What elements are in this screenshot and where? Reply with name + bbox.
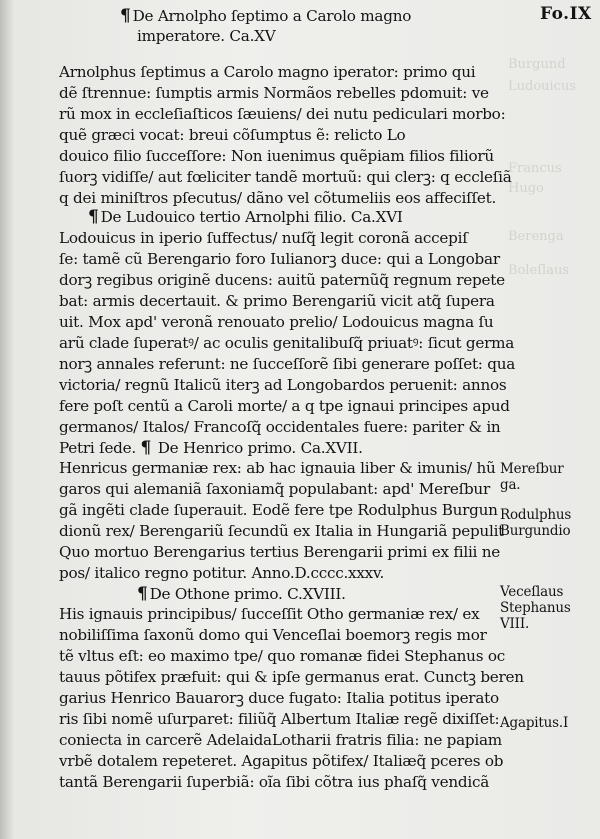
line-text: dionũ rex/ Berengariũ ſecundũ ex Italia in Hungariã pepulit <box>59 522 505 540</box>
line-text: imperatore. Ca.XV <box>137 27 276 45</box>
folio-number: Fo.IX <box>540 4 592 24</box>
text-line <box>59 709 499 729</box>
line-text: nobiliſſima ſaxonũ domo qui Venceſlai boemorꝫ regis mor <box>59 626 487 644</box>
text-line <box>59 333 514 353</box>
margin-note-line: Veceſlaus <box>500 584 564 600</box>
line-text: De Ludouico tertio Arnolphi filio. Ca.XVI <box>100 208 403 226</box>
line-text: douico filio ſucceſſore: Non iuenimus quẽpiam filios filiorũ <box>59 147 494 165</box>
line-text: victoria/ regnũ Italicũ iterꝫ ad Longobardos peruenit: annos <box>59 376 507 394</box>
text-line <box>59 479 490 499</box>
text-line <box>59 188 496 208</box>
text-line <box>59 500 498 520</box>
text-line <box>59 354 515 374</box>
ghost-margin-note: Burgund <box>508 57 566 72</box>
text-line <box>59 125 405 145</box>
margin-note-line: Rodulphus <box>500 507 572 523</box>
line-text: arũ clade ſuperatꝰ/ ac oculis genitalibuſq̃ priuatꝰ: ſicut germa <box>59 334 515 352</box>
margin-note-line: ga. <box>500 477 521 493</box>
line-text: De Arnolpho ſeptimo a Carolo magno <box>132 7 412 25</box>
heading-text: De Henrico primo. Ca.XVII. <box>153 439 363 457</box>
margin-note-line: Stephanus <box>500 600 571 616</box>
text-line <box>59 521 504 541</box>
line-text: Henricus germaniæ rex: ab hac ignauia liber & imunis/ hũ <box>59 459 496 477</box>
page-edge-shadow <box>0 0 14 839</box>
pilcrow-mark: ¶ <box>137 584 148 604</box>
line-text: bat: armis decertauit. & primo Berengariũ vicit atq̃ ſupera <box>59 292 495 310</box>
ghost-margin-note: Boleſlaus <box>508 263 569 278</box>
line-text: De Othone primo. C.XVIII. <box>149 585 346 603</box>
margin-note-line: Agapitus.I <box>500 715 569 731</box>
text-line <box>59 563 384 583</box>
chapter-heading <box>88 207 403 227</box>
line-text: Quo mortuo Berengarius tertius Berengarii primi ex filii ne <box>59 543 501 561</box>
text-line <box>59 688 499 708</box>
margin-note-line: Burgundio <box>500 523 571 539</box>
text-line <box>59 270 505 290</box>
text-line <box>59 542 500 562</box>
pilcrow-mark: ¶ <box>88 207 99 227</box>
text-line <box>59 249 500 269</box>
text-line <box>59 146 494 166</box>
pilcrow-mark: ¶ <box>140 438 152 458</box>
line-text: uit. Mox apd' veronã renouato prelio/ Lodouicus magna ſu <box>59 313 494 331</box>
ghost-margin-note: Berenga <box>508 229 564 244</box>
line-text: rũ mox in eccleſiaſticos ſæuiens/ dei nutu pediculari morbo: <box>59 105 506 123</box>
line-text: ſe: tamẽ cũ Berengario foro Iulianorꝫ duce: qui a Longobar <box>59 250 500 268</box>
line-text: quẽ græci vocat: breui cõſumptus ẽ: relicto Lo <box>59 126 406 144</box>
chapter-heading <box>137 584 346 604</box>
text-line <box>59 604 479 624</box>
line-text: His ignauis principibus/ ſucceſſit Otho germaniæ rex/ ex <box>59 605 480 623</box>
line-text: ris ſibi nomẽ uſurparet: filiũq̃ Albertum Italiæ regẽ dixiſſet: <box>59 710 500 728</box>
line-text: garos qui alemaniã ſaxoniamq̃ populabant: apd' Mereſbur <box>59 480 490 498</box>
line-text: tẽ vltus eſt: eo maximo tpe/ quo romanæ fidei Stephanus oc <box>59 647 505 665</box>
text-line <box>59 458 496 478</box>
text-line <box>59 396 510 416</box>
line-text: Arnolphus ſeptimus a Carolo magno iperator: primo qui <box>59 63 476 81</box>
line-text: germanos/ Italos/ Francoſq̃ occidentales fuere: pariter & in <box>59 418 501 436</box>
line-text: dẽ ſtrennue: ſumptis armis Normãos rebelles pdomuit: ve <box>59 84 489 102</box>
line-text: Lodouicus in iperio ſuffectus/ nuſq̃ legit coronã accepiſ <box>59 229 468 247</box>
text-line <box>59 751 503 771</box>
chapter-heading <box>120 6 411 26</box>
text-line <box>59 646 505 666</box>
line-text: gã ingẽti clade ſuperauit. Eodẽ fere tpe Rodulphus Burgun <box>59 501 498 519</box>
line-ending: Petri ſede. <box>59 439 141 457</box>
text-line <box>59 667 524 687</box>
line-text: vrbẽ dotalem repeteret. Agapitus põtifex/ Italiæq̃ pceres ob <box>59 752 504 770</box>
line-text: norꝫ annales referunt: ne ſucceſſorẽ ſibi generare poſſet: qua <box>59 355 516 373</box>
margin-note-line: Mereſbur <box>500 461 564 477</box>
text-line <box>59 104 505 124</box>
text-line <box>59 291 495 311</box>
line-text: tauus põtifex præfuit: qui & ipſe germanus erat. Cunctꝫ beren <box>59 668 524 686</box>
text-line <box>59 83 489 103</box>
pilcrow-mark: ¶ <box>120 6 131 26</box>
text-line <box>59 312 493 332</box>
line-text: dorꝫ regibus originẽ ducens: auitũ paternũq̃ regnum repete <box>59 271 505 289</box>
ghost-margin-note: Francus <box>508 161 562 176</box>
chapter-heading <box>137 26 275 46</box>
ghost-margin-note: Ludouicus <box>508 79 577 94</box>
text-line <box>59 62 475 82</box>
line-text: ſuorꝫ vidiſſe/ aut fœliciter tandẽ mortuũ: qui clerꝫ: q eccleſiã <box>59 168 512 186</box>
text-line <box>59 625 487 645</box>
line-text: garius Henrico Bauarorꝫ duce fugato: Italia potitus iperato <box>59 689 499 707</box>
line-text: tantã Berengarii ſuperbiã: oĩa ſibi cõtra ius phaſq̃ vendicã <box>59 773 490 791</box>
line-text: pos/ italico regno potitur. Anno.D.cccc.xxxv. <box>59 564 385 582</box>
text-line <box>59 375 506 395</box>
line-text: coniecta in carcerẽ AdelaidaLotharii fratris filia: ne papiam <box>59 731 502 749</box>
chapter-heading <box>59 438 363 458</box>
text-line <box>59 228 468 248</box>
margin-note-line: VIII. <box>500 616 530 632</box>
line-text: q dei miniſtros pſecutus/ dãno vel cõtumeliis eos affeciſſet. <box>59 189 497 207</box>
text-line <box>59 730 502 750</box>
text-line <box>59 167 512 187</box>
text-line <box>59 417 500 437</box>
ghost-margin-note: Hugo <box>508 181 544 196</box>
line-text: fere poſt centũ a Caroli morte/ a q tpe ignaui principes apud <box>59 397 510 415</box>
text-line <box>59 772 489 792</box>
